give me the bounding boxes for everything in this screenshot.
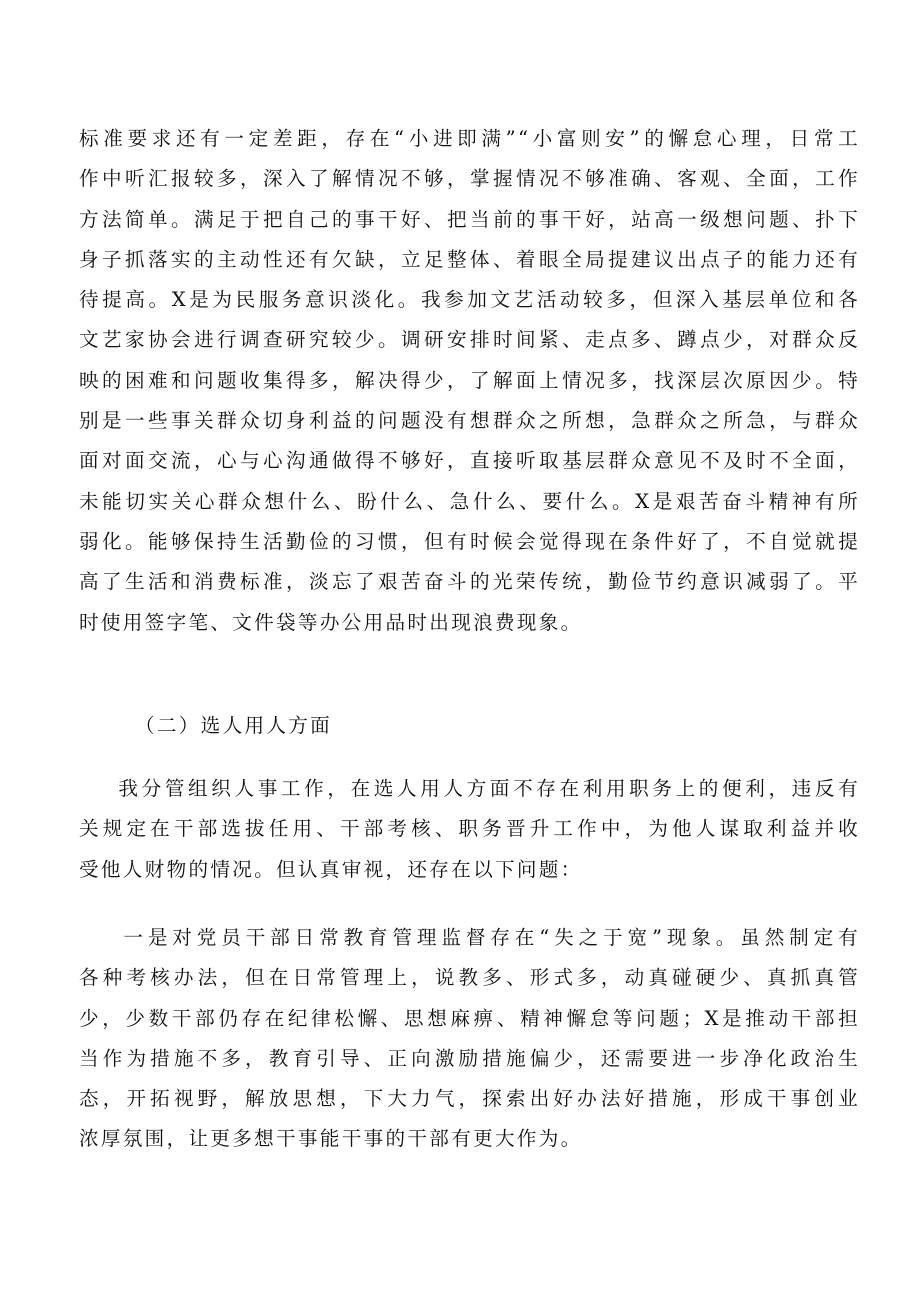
text-line: 标准要求还有一定差距，存在“小进即满”“小富则安”的懈怠心理，日常工 (79, 127, 860, 150)
text-line: 文艺家协会进行调查研究较少。调研安排时间紧、走点多、蹲点少，对群众反 (79, 328, 860, 352)
text-line: 我分管组织人事工作，在选人用人方面不存在利用职务上的便利，违反有 (79, 777, 860, 800)
text-line: 未能切实关心群众想什么、盼什么、急什么、要什么。X是艰苦奋斗精神有所 (79, 489, 860, 513)
text-line: 受他人财物的情况。但认真审视，还存在以下问题： (79, 857, 583, 881)
paragraph-work-style-issues (79, 119, 860, 643)
text-line: 面对面交流，心与心沟通做得不够好，直接听取基层群众意见不及时不全面， (79, 449, 860, 473)
text-line: 各种考核办法，但在日常管理上，说教多、形式多，动真碰硬少、真抓真管 (79, 966, 860, 990)
text-line: 作中听汇报较多，深入了解情况不够，掌握情况不够准确、客观、全面，工作 (79, 167, 860, 191)
text-line: 一是对党员干部日常教育管理监督存在“失之于宽”现象。虽然制定有 (79, 926, 860, 949)
text-line: 高了生活和消费标准，淡忘了艰苦奋斗的光荣传统，勤俭节约意识减弱了。平 (79, 570, 860, 594)
section-heading (135, 706, 835, 746)
section-heading-text: （二）选人用人方面 (135, 714, 333, 737)
text-line: 方法简单。满足于把自己的事干好、把当前的事干好，站高一级想问题、扑下 (79, 207, 860, 231)
paragraph-personnel-issues (79, 918, 860, 1160)
text-line: 当作为措施不多，教育引导、正向激励措施偏少，还需要进一步净化政治生 (79, 1046, 860, 1070)
text-line: 态，开拓视野，解放思想，下大力气，探索出好办法好措施，形成干事创业 (79, 1087, 860, 1111)
text-line: 弱化。能够保持生活勤俭的习惯，但有时候会觉得现在条件好了，不自觉就提 (79, 529, 860, 553)
text-line: 别是一些事关群众切身利益的问题没有想群众之所想，急群众之所急，与群众 (79, 409, 860, 433)
text-line: 浓厚氛围，让更多想干事能干事的干部有更大作为。 (79, 1127, 583, 1151)
text-line: 待提高。X是为民服务意识淡化。我参加文艺活动较多，但深入基层单位和各 (79, 288, 860, 312)
text-line: 时使用签字笔、文件袋等办公用品时出现浪费现象。 (79, 610, 583, 634)
text-line: 关规定在干部选拔任用、干部考核、职务晋升工作中，为他人谋取利益并收 (79, 817, 860, 841)
text-line: 少，少数干部仍存在纪律松懈、思想麻痹、精神懈怠等问题；X是推动干部担 (79, 1006, 860, 1030)
text-line: 身子抓落实的主动性还有欠缺，立足整体、着眼全局提建议出点子的能力还有 (79, 247, 860, 271)
text-line: 映的困难和问题收集得多，解决得少，了解面上情况多，找深层次原因少。特 (79, 368, 860, 392)
paragraph-personnel-intro (79, 769, 860, 890)
